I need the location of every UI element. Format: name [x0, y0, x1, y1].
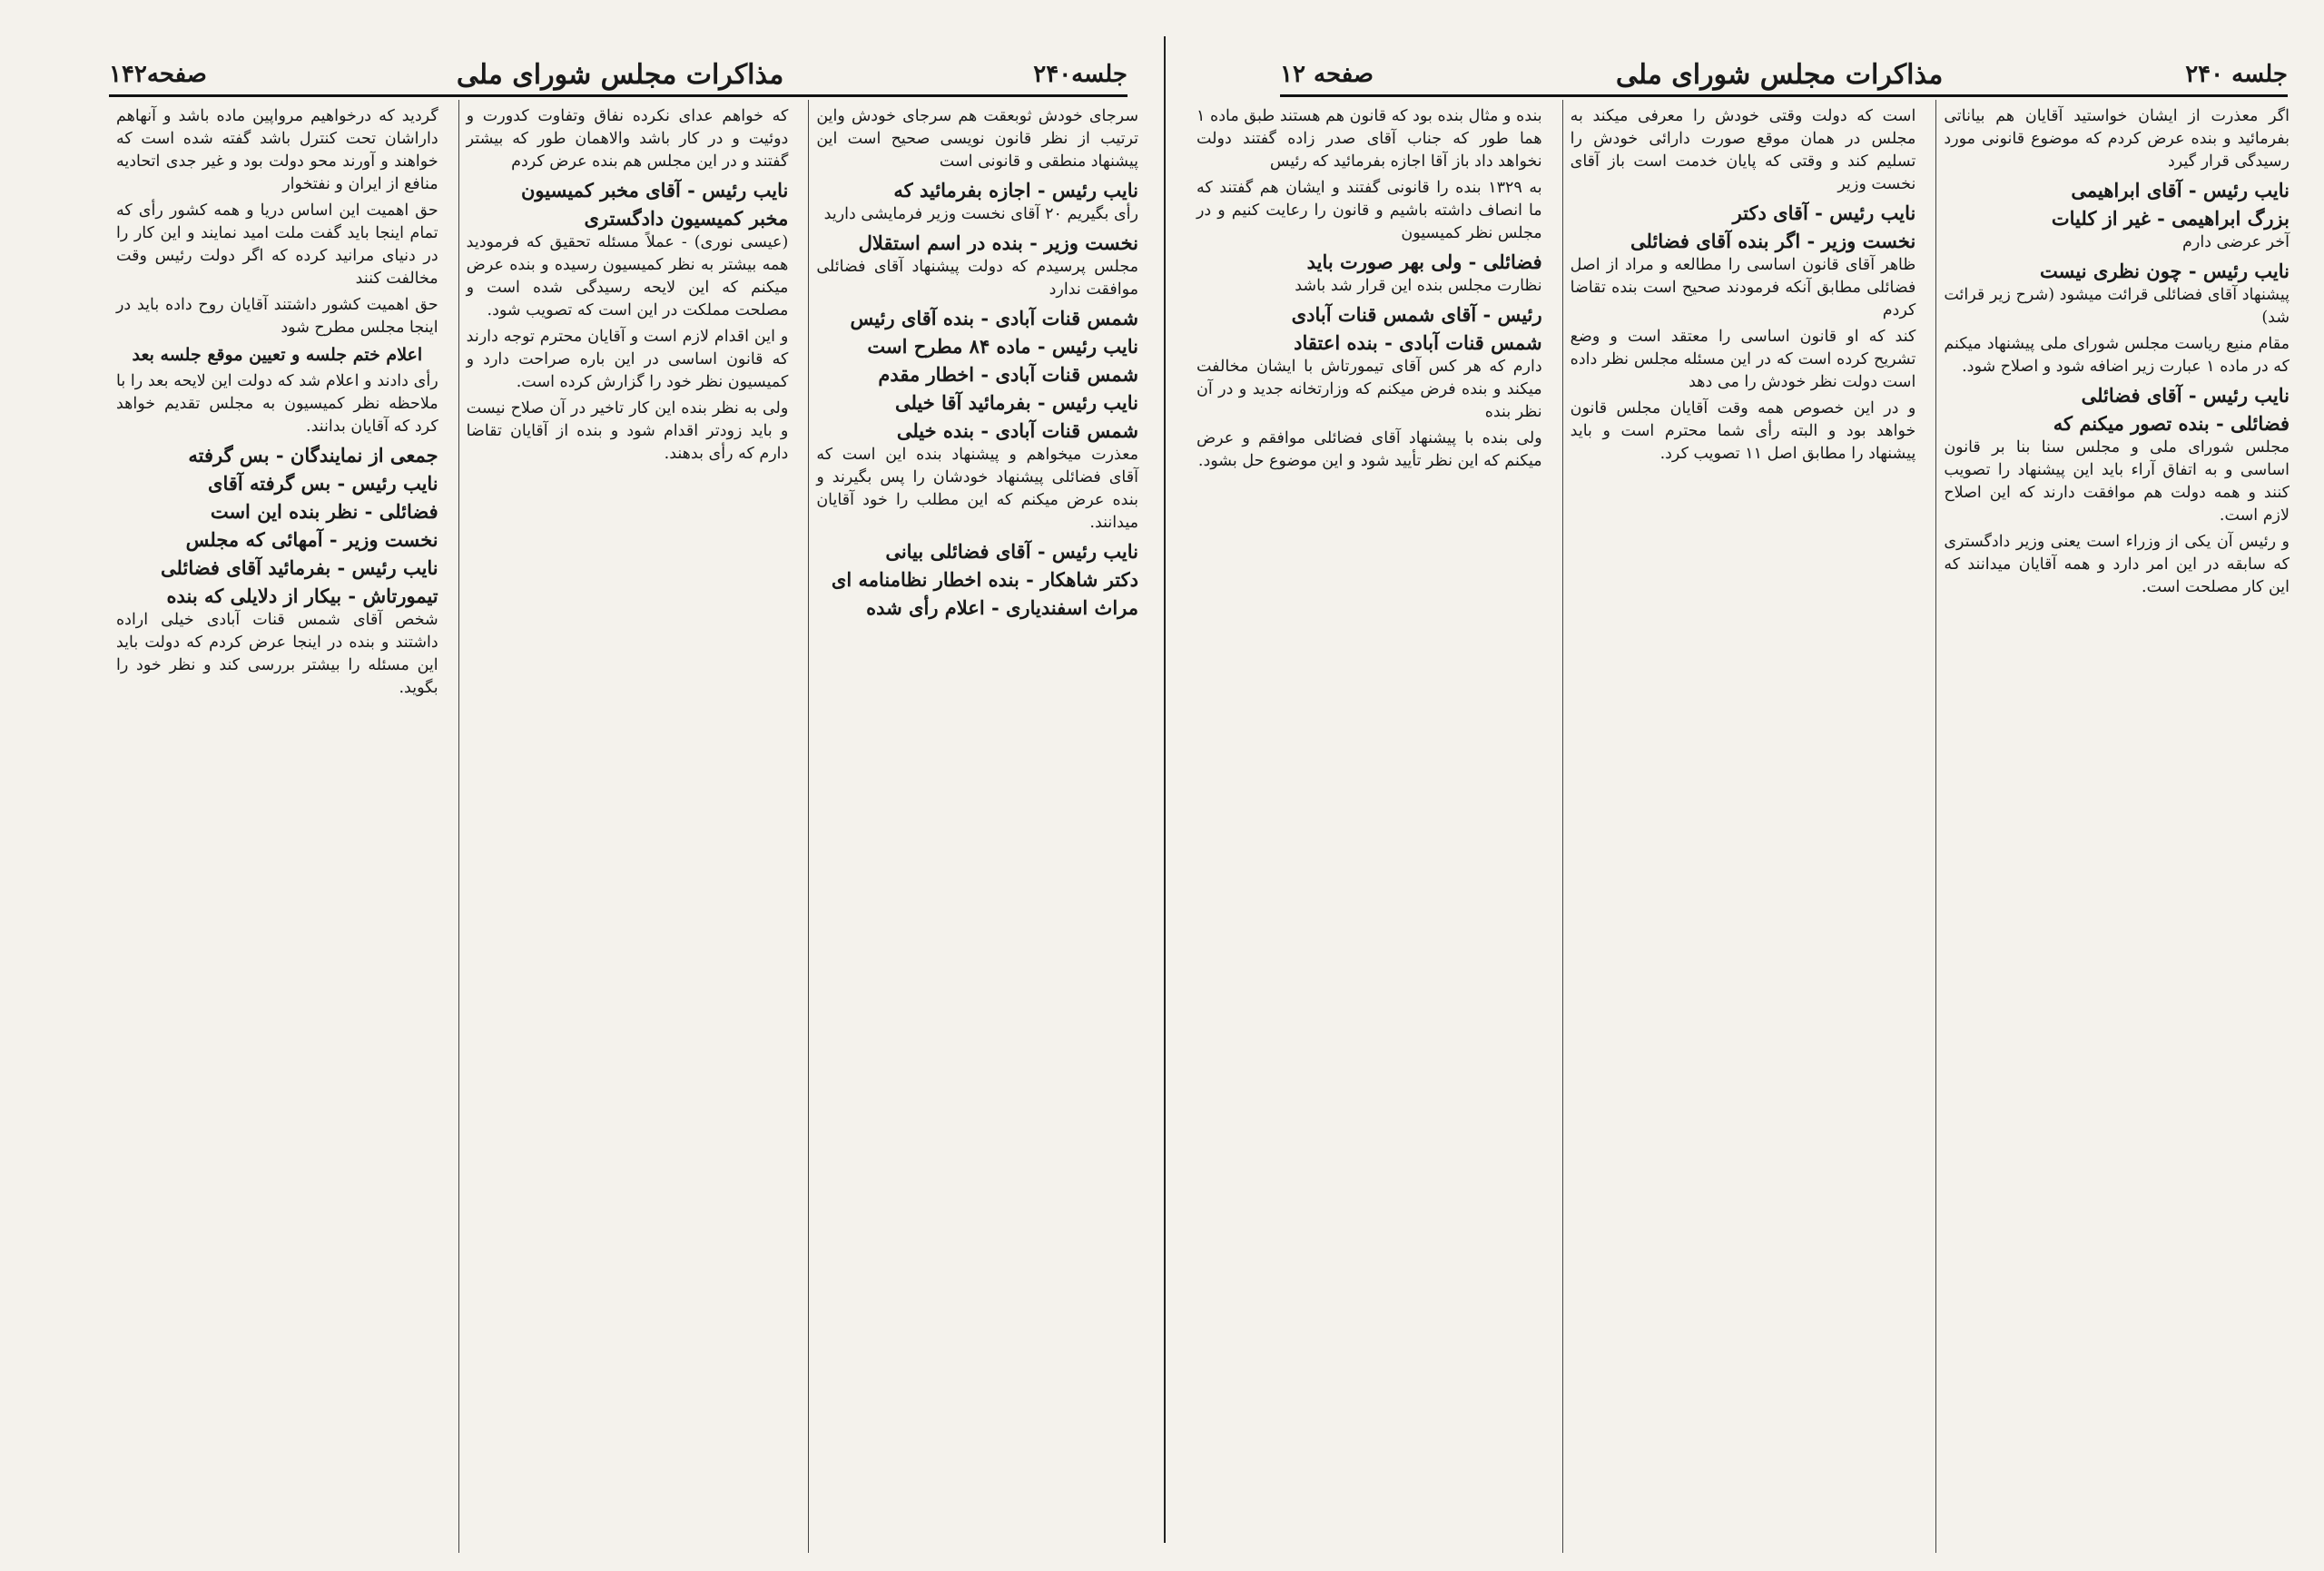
text-paragraph: معذرت میخواهم و پیشنهاد بنده این است که آقای فضائلی پیشنهاد خودشان را پس بگیرند و بنده عرض میکنم که این مطلب را خود آقایان میدانند. — [816, 446, 1138, 532]
left-column-2 — [458, 100, 796, 1553]
speaker-line: شمس قنات آبادی - بنده آقای رئیس — [850, 307, 1138, 329]
speaker-line: فضائلی - بنده تصور میکنم که — [2053, 412, 2290, 435]
section-heading: اعلام ختم جلسه و تعیین موقع جلسه بعد — [132, 345, 423, 365]
right-page-title: مذاکرات مجلس شورای ملی — [1615, 58, 1944, 91]
right-column-2 — [1562, 100, 1924, 1553]
speaker-line: فضائلی - ولی بهر صورت باید — [1306, 250, 1542, 273]
left-column-3 — [109, 100, 446, 1553]
speaker-line: نایب رئیس - اجازه بفرمائید که — [893, 179, 1138, 201]
text-paragraph: است که دولت وقتی خودش را معرفی میکند به مجلس در همان موقع صورت دارائی خودش را تسلیم کند و وقتی که پایان خدمت است باز آقای نخست وزیر — [1570, 107, 1916, 193]
text-paragraph: ظاهر آقای قانون اساسی را مطالعه و مراد از اصل فضائلی مطابق آنکه فرمودند صحیح است بنده تقاضا کردم — [1570, 256, 1916, 319]
speaker-line: بزرگ ابراهیمی - غیر از کلیات — [2051, 207, 2290, 230]
text-paragraph: سرجای خودش ثوبعقت هم سرجای خودش واین ترتیب از نظر قانون نویسی صحیح است این پیشنهاد منطقی و قانونی است — [816, 107, 1138, 171]
left-page-number: صفحه۱۴۲ — [109, 61, 207, 88]
text-paragraph: ولی به نظر بنده این کار تاخیر در آن صلاح نیست و باید زودتر اقدام شود و بنده از آقایان تقاضا دارم که رأی بدهند. — [466, 399, 789, 463]
speaker-line: رئیس - آقای شمس قنات آبادی — [1291, 303, 1542, 326]
speaker-line: نایب رئیس - آقای دکتر — [1732, 201, 1916, 224]
speaker-line: نایب رئیس - آقای مخبر کمیسیون — [521, 179, 789, 201]
text-paragraph: کند که او قانون اساسی را معتقد است و وضع تشریح کرده است که در این مسئله مجلس نظر داده است دولت نظر خودش را می دهد — [1570, 328, 1916, 391]
right-columns — [1189, 100, 2297, 1553]
text-paragraph: مجلس شورای ملی و مجلس سنا بنا بر قانون اساسی و به اتفاق آراء باید این پیشنهاد را تصویب کنند و همه دولت هم موافقت دارند که این اصلاح لازم است. — [1944, 438, 2290, 525]
speaker-line: مراث اسفندیاری - اعلام رأی شده — [866, 596, 1138, 619]
text-paragraph: نظارت مجلس بنده این قرار شد باشد — [1295, 277, 1542, 295]
left-columns — [109, 100, 1146, 1553]
speaker-line: نایب رئیس - ماده ۸۴ مطرح است — [867, 335, 1138, 358]
text-paragraph: به ۱۳۲۹ بنده را قانونی گفتند و ایشان هم گفتند که ما انصاف داشته باشیم و قانون را رعایت کنیم و در مجلس نظر کمیسیون — [1196, 179, 1542, 242]
right-page — [1171, 0, 2324, 1571]
speaker-line: نایب رئیس - آقای ابراهیمی — [2071, 179, 2290, 201]
speaker-line: تیمورتاش - بیکار از دلایلی که بنده — [166, 584, 438, 607]
text-paragraph: (عیسی نوری) - عملاً مسئله تحقیق که فرمودید همه بیشتر به نظر کمیسیون رسیده و بنده عرض میکنم که این لایحه رسیدگی شده است و مصلحت مملکت در این است که تصویب شود. — [466, 233, 789, 319]
text-paragraph: پیشنهاد آقای فضائلی قرائت میشود (شرح زیر قرائت شد) — [1944, 286, 2290, 327]
text-paragraph: رأی دادند و اعلام شد که دولت این لایحه بعد را با ملاحظه نظر کمیسیون به مجلس تقدیم خواهد کرد که آقایان بدانند. — [115, 372, 438, 436]
speaker-line: نخست وزیر - اگر بنده آقای فضائلی — [1630, 230, 1916, 252]
text-paragraph: مجلس پرسیدم که دولت پیشنهاد آقای فضائلی موافقت ندارد — [816, 258, 1138, 299]
speaker-line: شمس قنات آبادی - بنده اعتقاد — [1294, 331, 1542, 354]
text-paragraph: حق اهمیت کشور داشتند آقایان روح داده باید در اینجا مجلس مطرح شود — [115, 296, 438, 337]
speaker-line: نایب رئیس - بفرمائید آقای فضائلی — [161, 556, 438, 579]
right-page-number: صفحه ۱۲ — [1280, 61, 1374, 88]
text-paragraph: شخص آقای شمس قنات آبادی خیلی اراده داشتند و بنده در اینجا عرض کردم که دولت باید این مسئله را بیشتر بررسی کند و نظر خود را بگوید. — [115, 611, 438, 697]
text-paragraph: گردید که درخواهیم مرواپین ماده باشد و آنهاهم داراشان تحت کنترل باشد گفته شده است که خواهند و آورند محو دولت بود و غیر جدی اتحادیه منافع از ایران و نفتخوار — [115, 107, 438, 193]
right-session-label: جلسه ۲۴۰ — [2185, 61, 2288, 88]
text-paragraph: اگر معذرت از ایشان خواستید آقایان هم بیاناتی بفرمائید و بنده عرض کردم که موضوع قانونی مورد رسیدگی قرار گیرد — [1944, 107, 2290, 171]
speaker-line: نخست وزیر - بنده در اسم استقلال — [858, 231, 1138, 254]
text-paragraph: ولی بنده با پیشنهاد آقای فضائلی موافقم و عرض میکنم که این نظر تأیید شود و این موضوع حل بشود. — [1196, 429, 1542, 470]
text-paragraph: که خواهم عدای نکرده نفاق وتفاوت کدورت و دوئیت و در کار باشد والاهمان طور که بیشتر گفتند و در این مجلس هم بنده عرض کردم — [466, 107, 789, 171]
text-paragraph: رأی بگیریم ۲۰ آقای نخست وزیر فرمایشی دارید — [823, 205, 1138, 223]
speaker-line: نایب رئیس - چون نظری نیست — [2040, 260, 2290, 282]
speaker-line: شمس قنات آبادی - اخطار مقدم — [878, 363, 1138, 386]
speaker-line: مخبر کمیسیون دادگستری — [584, 207, 789, 230]
left-session-label: جلسه۲۴۰ — [1033, 61, 1128, 88]
speaker-line: شمس قنات آبادی - بنده خیلی — [896, 419, 1138, 442]
text-paragraph: آخر عرضی دارم — [2182, 233, 2290, 251]
speaker-line: نایب رئیس - آقای فضائلی — [2081, 384, 2290, 407]
text-paragraph: دارم که هر کس آقای تیمورتاش با ایشان مخالفت میکند و بنده فرض میکنم که وزارتخانه جدید و در آن نظر بنده — [1196, 358, 1542, 421]
text-paragraph: و در این خصوص همه وقت آقایان مجلس قانون خواهد بود و البته رأی شما محترم است و باید پیشنهاد را مطابق اصل ۱۱ تصویب کرد. — [1570, 399, 1916, 463]
left-page-header — [109, 54, 1128, 97]
speaker-line: نخست وزیر - آمهائی که مجلس — [185, 528, 438, 551]
right-column-1 — [1935, 100, 2297, 1553]
right-page-header — [1280, 54, 2288, 97]
right-column-3 — [1189, 100, 1550, 1553]
text-paragraph: حق اهمیت این اساس دریا و همه کشور رأی که تمام اینجا باید گفت ملت امید نمایند و این کار را در دنیای مرانید کرده که اگر دولت رئیس وقت مخالفت کنند — [115, 201, 438, 288]
text-paragraph: بنده و مثال بنده بود که قانون هم هستند طبق ماده ۱ هما طور که جناب آقای صدر زاده گفتند دولت نخواهد داد باز آقا اجازه بفرمائید که رئیس — [1196, 107, 1542, 171]
left-page-title: مذاکرات مجلس شورای ملی — [456, 58, 784, 91]
speaker-line: فضائلی - نظر بنده این است — [210, 500, 438, 523]
text-paragraph: و رئیس آن یکی از وزراء است یعنی وزیر دادگستری که سابقه در این امر دارد و همه آقایان میدانند که این کار مصلحت است. — [1944, 533, 2290, 596]
left-column-1 — [808, 100, 1146, 1553]
speaker-line: جمعی از نمایندگان - بس گرفته — [188, 444, 438, 466]
speaker-line: دکتر شاهکار - بنده اخطار نظامنامه ای — [831, 568, 1138, 591]
text-paragraph: و این اقدام لازم است و آقایان محترم توجه دارند که قانون اساسی در این باره صراحت دارد و کمیسیون نظر خود را گزارش کرده است. — [466, 328, 789, 391]
page-gutter — [1164, 36, 1166, 1543]
speaker-line: نایب رئیس - بفرمائید آقا خیلی — [894, 391, 1138, 414]
speaker-line: نایب رئیس - بس گرفته آقای — [208, 472, 438, 495]
text-paragraph: مقام منیع ریاست مجلس شورای ملی پیشنهاد میکنم که در ماده ۱ عبارت زیر اضافه شود و اصلاح شود. — [1944, 335, 2290, 376]
speaker-line: نایب رئیس - آقای فضائلی بیانی — [885, 540, 1138, 563]
